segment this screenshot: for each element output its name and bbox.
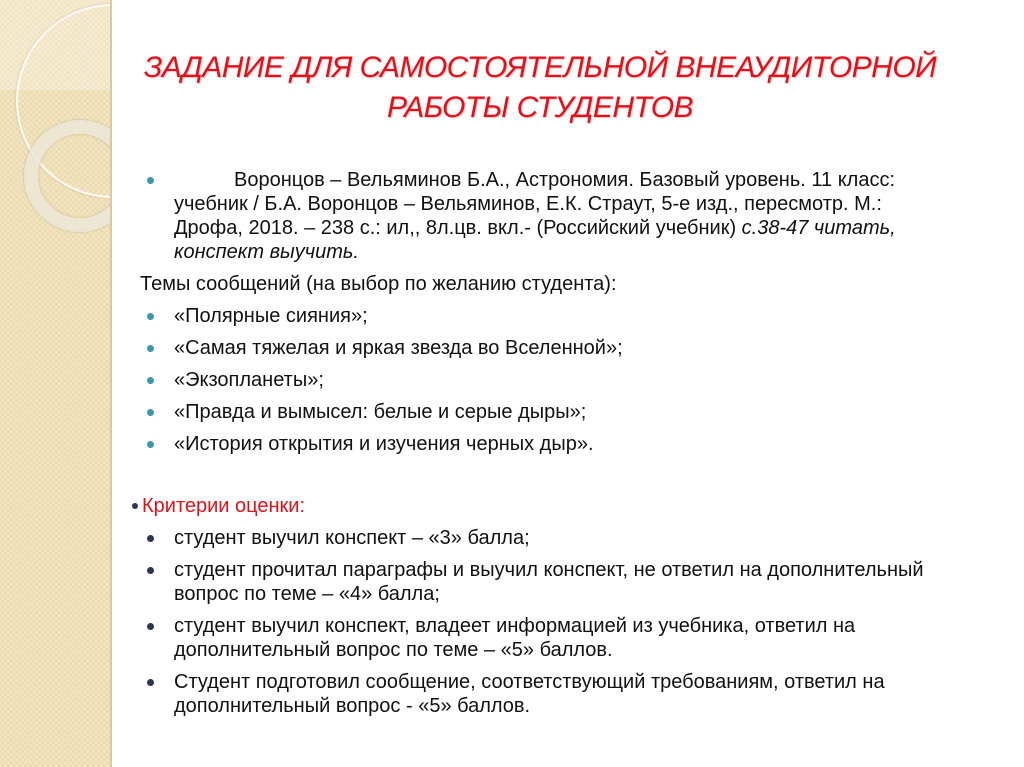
decorative-side-strip xyxy=(0,0,112,767)
topic-item xyxy=(140,400,930,424)
bullet-icon xyxy=(147,535,154,542)
bullet-icon xyxy=(147,313,154,320)
criteria-heading xyxy=(132,494,930,518)
slide-title-line-2: РАБОТЫ СТУДЕНТОВ xyxy=(386,91,694,124)
topic-text: «Правда и вымысел: белые и серые дыры»; xyxy=(174,401,587,423)
criteria-list xyxy=(140,526,930,718)
bullet-icon xyxy=(147,345,154,352)
criteria-item xyxy=(140,558,930,606)
criteria-heading-text: Критерии оценки: xyxy=(142,495,306,517)
bullet-icon xyxy=(147,409,154,416)
topic-item xyxy=(140,336,930,360)
reference-item xyxy=(140,168,930,264)
criteria-text: студент выучил конспект – «3» балла; xyxy=(174,527,530,549)
slide-body xyxy=(140,168,930,726)
topic-text: «История открытия и изучения черных дыр». xyxy=(174,433,594,455)
criteria-text: студент выучил конспект, владеет информацией из учебника, ответил на дополнительный вопрос по теме – «5» баллов. xyxy=(174,615,856,661)
topic-text: «Полярные сияния»; xyxy=(174,305,368,327)
topic-text: «Экзопланеты»; xyxy=(174,369,324,391)
bullet-icon xyxy=(147,441,154,448)
criteria-text: Студент подготовил сообщение, соответствующий требованиям, ответил на дополнительный вопрос - «5» баллов. xyxy=(174,671,885,717)
slide-title xyxy=(100,48,980,128)
topic-text: «Самая тяжелая и яркая звезда во Вселенной»; xyxy=(174,337,623,359)
topics-list xyxy=(140,304,930,456)
topics-heading: Темы сообщений (на выбор по желанию студента): xyxy=(140,273,617,295)
bullet-icon xyxy=(132,503,138,509)
criteria-text: студент прочитал параграфы и выучил конспект, не ответил на дополнительный вопрос по теме – «4» балла; xyxy=(174,559,924,605)
topic-item xyxy=(140,432,930,456)
bullet-icon xyxy=(147,177,154,184)
reference-text: Воронцов – Вельяминов Б.А., Астрономия. Базовый уровень. 11 класс: учебник / Б.А. Воронцов – Вельяминов, Е.К. Страут, 5-е изд., пересмотр. М.: Дрофа, 2018. – 238 с.: ил,, 8л.цв. вкл.- (Российский учебник) xyxy=(174,169,896,239)
criteria-item xyxy=(140,670,930,718)
bullet-icon xyxy=(147,679,154,686)
topic-item xyxy=(140,368,930,392)
slide-title-line-1: ЗАДАНИЕ ДЛЯ САМОСТОЯТЕЛЬНОЙ ВНЕАУДИТОРНОЙ xyxy=(143,51,937,84)
criteria-item xyxy=(140,614,930,662)
reference-assignment: с.38-47 читать, конспект выучить. xyxy=(174,217,896,263)
bullet-icon xyxy=(147,623,154,630)
topic-item xyxy=(140,304,930,328)
criteria-item xyxy=(140,526,930,550)
bullet-icon xyxy=(147,377,154,384)
bullet-icon xyxy=(147,567,154,574)
